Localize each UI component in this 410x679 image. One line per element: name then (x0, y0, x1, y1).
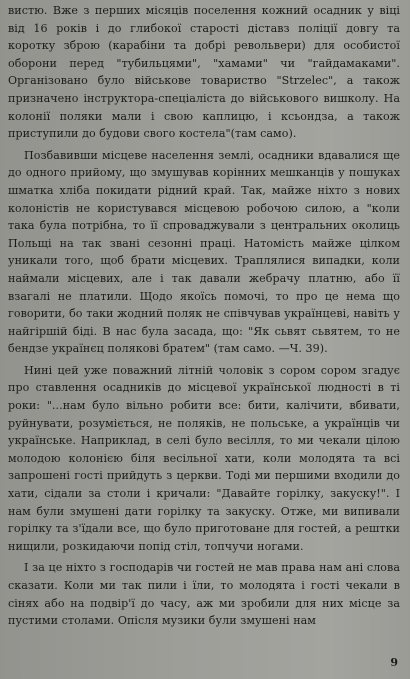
paragraph-wedding-continued: І за це ніхто з господарів чи гостей не мав права нам ані слова сказати. Коли ми так пили і їли, то молодята і гості чекали в сінях або на подвір'ї до часу, аж ми зробили для них місце за пустими столами. Опісля музики були змушені нам (8, 561, 400, 628)
paragraph-dispossession: Позбавивши місцеве населення землі, осадники вдавалися ще до одного прийому, що змушував корінних мешканців у пошуках шматка хліба покидати рідний край. Так, майже ніхто з нових колоністів не користувався місцевою робочою силою, а "коли така була потрібна, то її спроваджували з центральних околиць Польщі на так звані сезонні праці. Натомість майже цілком уникали того, щоб брати місцевих. Траплялися випадки, коли наймали місцевих, але і так давали жебрачу платню, або її взагалі не платили. Щодо якоїсь помочі, то про це нема що говорити, бо таки жодний поляк не співчував українцеві, навіть у найгіршій біді. В нас була засада, що: "Як сьвят сьвятем, то не бендзе українєц полякові братем" (там само. —Ч. 39). (8, 148, 400, 356)
paragraph-continuation: вистю. Вже з перших місяців поселення кожний осадник у віці від 16 років і до глибокої старості діставз поліції довгу та коротку зброю (карабіни та добрі револьвери) для особистої оборони перед "тубильцями", "хамами" чи "гайдамаками". Організовано було військове товариство "Strzelec", а також призначено інструктора-спеціаліста до військового вишколу. На колонії поляки мали і свою каплицю, і ксьондза, а також приступили до будови свого костела"(там само). (8, 4, 400, 141)
page-number: 9 (390, 656, 398, 669)
paragraph-recollection: Нині цей уже поважний літній чоловік з сором сором згадує про ставлення осадників до місцевої української людності в ті роки: "...нам було вільно робити все: бити, калічити, вбивати, руйнувати, розуміється, не поляків, не польське, а українців чи українське. Наприклад, в селі було весілля, то ми чекали цілою молодою колонією біля весільної хати, коли молодята та всі запрошені гості прийдуть з церкви. Тоді ми першими входили до хати, сідали за столи і кричали: "Давайте горілку, закуску!". І нам були змушені дати горілку та закуску. Отже, ми випивали горілку та з'їдали все, що було приготоване для гостей, а рештки нищили, розкидаючи попід стіл, топчучи ногами. (8, 363, 400, 553)
